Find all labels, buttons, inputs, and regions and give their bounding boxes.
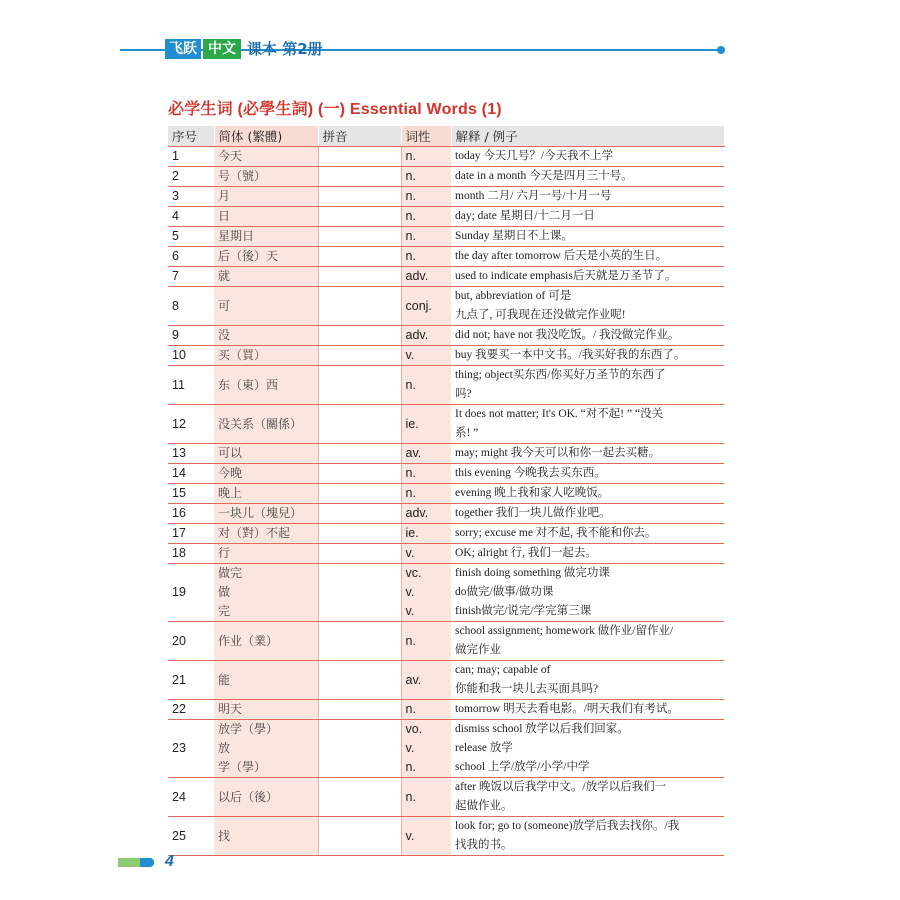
definition-line: school assignment; homework 做作业/留作业/ (455, 625, 674, 637)
part-of-speech: vo. (405, 722, 423, 736)
pinyin-cell (318, 267, 401, 287)
pinyin-cell (318, 700, 401, 720)
definition-line: finish做完/说完/学完第三课 (455, 605, 592, 617)
definition-line: but, abbreviation of 可是 (455, 290, 572, 302)
pinyin-cell (318, 247, 401, 267)
part-of-speech: n. (405, 377, 416, 392)
row-number: 3 (168, 187, 214, 207)
part-of-speech-cell (401, 700, 451, 720)
definition-line: OK; alright 行, 我们一起去。 (455, 547, 597, 559)
row-number: 21 (168, 661, 214, 700)
page-number: 4 (165, 853, 174, 870)
part-of-speech: adv. (405, 269, 429, 283)
word-characters: 作业（業） (218, 633, 279, 648)
definition-line: after 晚饭以后我学中文。/放学以后我们一 (455, 781, 667, 793)
header-book-title: 课本 第2册 (247, 40, 323, 58)
pinyin-cell (318, 524, 401, 544)
definition-line: 起做作业。 (455, 800, 513, 812)
table-row (168, 366, 724, 405)
part-of-speech: n. (405, 486, 416, 500)
part-of-speech: n. (405, 209, 416, 223)
pinyin-cell (318, 622, 401, 661)
characters-cell (214, 247, 318, 267)
part-of-speech: n. (405, 249, 416, 263)
characters-cell (214, 524, 318, 544)
word-characters: 没关系（關係） (218, 416, 303, 431)
row-number: 7 (168, 267, 214, 287)
definition-line: 吗? (455, 388, 472, 400)
table-row (168, 187, 724, 207)
row-number: 6 (168, 247, 214, 267)
part-of-speech-cell (401, 366, 451, 405)
definition-cell (451, 661, 724, 700)
row-number: 1 (168, 147, 214, 167)
pinyin-cell (318, 346, 401, 366)
characters-cell (214, 504, 318, 524)
row-number: 18 (168, 544, 214, 564)
part-of-speech-cell (401, 247, 451, 267)
header-subject: 中文 (203, 39, 241, 59)
definition-cell (451, 464, 724, 484)
word-characters: 明天 (218, 702, 243, 716)
word-characters: 星期日 (218, 229, 255, 243)
definition-line: the day after tomorrow 后天是小英的生日。 (455, 250, 668, 262)
pinyin-cell (318, 464, 401, 484)
word-characters: 行 (218, 546, 231, 560)
table-header-row (168, 126, 724, 147)
table-row (168, 817, 724, 856)
pinyin-cell (318, 187, 401, 207)
pinyin-cell (318, 207, 401, 227)
pinyin-cell (318, 484, 401, 504)
definition-line: evening 晚上我和家人吃晚饭。 (455, 487, 610, 499)
word-characters: 一块儿（塊兒） (218, 506, 303, 520)
word-characters: 对（對）不起 (218, 526, 291, 540)
table-body (168, 147, 724, 856)
table-row (168, 622, 724, 661)
word-characters: 没 (218, 328, 231, 342)
row-number: 8 (168, 287, 214, 326)
table-row (168, 661, 724, 700)
part-of-speech: n. (405, 633, 416, 648)
pinyin-cell (318, 778, 401, 817)
part-of-speech: av. (405, 446, 422, 460)
part-of-speech-cell (401, 405, 451, 444)
characters-cell (214, 700, 318, 720)
definition-cell (451, 366, 724, 405)
table-row (168, 247, 724, 267)
definition-cell (451, 444, 724, 464)
word-characters: 买（買） (218, 348, 267, 362)
row-number: 25 (168, 817, 214, 856)
definition-cell (451, 484, 724, 504)
definition-cell (451, 227, 724, 247)
part-of-speech: adv. (405, 328, 429, 342)
table-row (168, 544, 724, 564)
definition-cell (451, 187, 724, 207)
definition-line: finish doing something 做完功课 (455, 567, 610, 579)
characters-cell (214, 564, 318, 622)
part-of-speech-cell (401, 326, 451, 346)
characters-cell (214, 227, 318, 247)
definition-cell (451, 544, 724, 564)
pinyin-cell (318, 444, 401, 464)
word-characters: 做完 (218, 566, 243, 580)
table-row (168, 287, 724, 326)
word-characters: 放学（學） (218, 722, 279, 736)
part-of-speech-cell (401, 504, 451, 524)
pinyin-cell (318, 661, 401, 700)
characters-cell (214, 267, 318, 287)
row-number: 14 (168, 464, 214, 484)
definition-cell (451, 267, 724, 287)
header-brand: 飞跃 (165, 39, 201, 59)
pinyin-cell (318, 287, 401, 326)
header-rule-dot (717, 46, 725, 54)
word-characters: 后（後）天 (218, 249, 279, 263)
row-number: 20 (168, 622, 214, 661)
part-of-speech-cell (401, 661, 451, 700)
table-row (168, 464, 724, 484)
definition-line: 你能和我一块儿去买面具吗? (455, 683, 599, 695)
part-of-speech: n. (405, 702, 416, 716)
definition-cell (451, 207, 724, 227)
definition-cell (451, 524, 724, 544)
part-of-speech-cell (401, 484, 451, 504)
definition-line: school 上学/放学/小学/中学 (455, 761, 590, 773)
word-characters: 能 (218, 672, 231, 687)
table-row (168, 227, 724, 247)
word-characters: 月 (218, 189, 231, 203)
pinyin-cell (318, 544, 401, 564)
definition-line: can; may; capable of (455, 664, 551, 676)
part-of-speech: n. (405, 760, 416, 774)
definition-cell (451, 247, 724, 267)
definition-cell (451, 817, 724, 856)
definition-line: do做完/做事/做功课 (455, 586, 554, 598)
characters-cell (214, 661, 318, 700)
part-of-speech: n. (405, 229, 416, 243)
characters-cell (214, 405, 318, 444)
characters-cell (214, 817, 318, 856)
definition-line: tomorrow 明天去看电影。/明天我们有考试。 (455, 703, 679, 715)
definition-line: date in a month 今天是四月三十号。 (455, 170, 633, 182)
col-header-part-of-speech: 词性 (401, 126, 451, 147)
row-number: 13 (168, 444, 214, 464)
characters-cell (214, 287, 318, 326)
table-row (168, 564, 724, 622)
part-of-speech: av. (405, 672, 422, 687)
word-characters: 晚上 (218, 486, 243, 500)
table-row (168, 207, 724, 227)
word-characters: 可以 (218, 446, 243, 460)
section-title: 必学生词 (必學生詞) (一) Essential Words (1) (168, 101, 502, 118)
part-of-speech: n. (405, 149, 416, 163)
characters-cell (214, 147, 318, 167)
pinyin-cell (318, 366, 401, 405)
row-number: 5 (168, 227, 214, 247)
part-of-speech-cell (401, 622, 451, 661)
part-of-speech-cell (401, 444, 451, 464)
part-of-speech: vc. (405, 566, 422, 580)
definition-line: buy 我要买一本中文书。/我买好我的东西了。 (455, 349, 686, 361)
word-characters: 完 (218, 604, 231, 618)
definition-cell (451, 167, 724, 187)
pinyin-cell (318, 405, 401, 444)
row-number: 22 (168, 700, 214, 720)
word-characters: 就 (218, 269, 231, 283)
characters-cell (214, 778, 318, 817)
row-number: 4 (168, 207, 214, 227)
part-of-speech-cell (401, 346, 451, 366)
part-of-speech-cell (401, 167, 451, 187)
definition-line: dismiss school 放学以后我们回家。 (455, 723, 629, 735)
part-of-speech-cell (401, 147, 451, 167)
word-characters: 放 (218, 741, 231, 755)
part-of-speech-cell (401, 464, 451, 484)
definition-line: 做完作业 (455, 644, 501, 656)
part-of-speech: ie. (405, 526, 419, 540)
col-header-definition: 解释 / 例子 (451, 126, 724, 147)
definition-line: It does not matter; It's OK. “对不起! ” “没关 (455, 408, 664, 420)
characters-cell (214, 366, 318, 405)
definition-cell (451, 346, 724, 366)
word-characters: 学（學） (218, 760, 267, 774)
part-of-speech-cell (401, 564, 451, 622)
part-of-speech: n. (405, 169, 416, 183)
characters-cell (214, 167, 318, 187)
footer-bar-green (118, 858, 140, 867)
row-number: 2 (168, 167, 214, 187)
word-characters: 号（號） (218, 169, 267, 183)
characters-cell (214, 346, 318, 366)
word-characters: 日 (218, 209, 231, 223)
table-row (168, 444, 724, 464)
table-row (168, 326, 724, 346)
row-number: 23 (168, 720, 214, 778)
definition-line: sorry; excuse me 对不起, 我不能和你去。 (455, 527, 657, 539)
definition-line: together 我们一块儿做作业吧。 (455, 507, 611, 519)
table-row (168, 167, 724, 187)
pinyin-cell (318, 167, 401, 187)
definition-line: month 二月/ 六月一号/十月一号 (455, 190, 612, 202)
definition-cell (451, 622, 724, 661)
definition-cell (451, 778, 724, 817)
row-number: 15 (168, 484, 214, 504)
table-row (168, 524, 724, 544)
definition-line: did not; have not 我没吃饭。/ 我没做完作业。 (455, 329, 680, 341)
characters-cell (214, 544, 318, 564)
definition-line: used to indicate emphasis后天就是万圣节了。 (455, 270, 677, 282)
table-row (168, 700, 724, 720)
table-row (168, 504, 724, 524)
part-of-speech-cell (401, 720, 451, 778)
part-of-speech-cell (401, 817, 451, 856)
table-row (168, 267, 724, 287)
row-number: 12 (168, 405, 214, 444)
definition-line: day; date 星期日/十二月一日 (455, 210, 595, 222)
characters-cell (214, 444, 318, 464)
part-of-speech-cell (401, 227, 451, 247)
part-of-speech-cell (401, 544, 451, 564)
part-of-speech: v. (405, 585, 415, 599)
part-of-speech-cell (401, 778, 451, 817)
definition-cell (451, 287, 724, 326)
footer-bar-blue (140, 858, 154, 867)
definition-line: 找我的书。 (455, 839, 513, 851)
pinyin-cell (318, 817, 401, 856)
characters-cell (214, 622, 318, 661)
part-of-speech-cell (401, 207, 451, 227)
col-header-characters: 简体 (繁體) (214, 126, 318, 147)
characters-cell (214, 464, 318, 484)
part-of-speech: conj. (405, 298, 432, 313)
pinyin-cell (318, 326, 401, 346)
word-characters: 可 (218, 298, 231, 313)
definition-cell (451, 720, 724, 778)
part-of-speech: v. (405, 741, 415, 755)
part-of-speech: ie. (405, 416, 419, 431)
pinyin-cell (318, 720, 401, 778)
definition-line: 九点了, 可我现在还没做完作业呢! (455, 309, 626, 321)
characters-cell (214, 326, 318, 346)
part-of-speech: adv. (405, 506, 429, 520)
row-number: 24 (168, 778, 214, 817)
definition-cell (451, 700, 724, 720)
row-number: 9 (168, 326, 214, 346)
definition-line: today 今天几号？/今天我不上学 (455, 150, 614, 162)
table-row (168, 720, 724, 778)
part-of-speech-cell (401, 287, 451, 326)
word-characters: 做 (218, 585, 231, 599)
definition-cell (451, 326, 724, 346)
definition-line: look for; go to (someone)放学后我去找你。/我 (455, 820, 680, 832)
definition-line: may; might 我今天可以和你一起去买糖。 (455, 447, 661, 459)
row-number: 17 (168, 524, 214, 544)
vocabulary-table (168, 126, 725, 856)
part-of-speech-cell (401, 267, 451, 287)
part-of-speech: v. (405, 828, 415, 843)
col-header-number: 序号 (168, 126, 214, 147)
part-of-speech: n. (405, 789, 416, 804)
table-row (168, 405, 724, 444)
definition-line: thing; object买东西/你买好万圣节的东西了 (455, 369, 666, 381)
part-of-speech: v. (405, 348, 415, 362)
word-characters: 以后（後） (218, 789, 279, 804)
pinyin-cell (318, 227, 401, 247)
part-of-speech: v. (405, 604, 415, 618)
definition-line: release 放学 (455, 742, 513, 754)
col-header-pinyin: 拼音 (318, 126, 401, 147)
part-of-speech: n. (405, 189, 416, 203)
table-row (168, 346, 724, 366)
table-row (168, 147, 724, 167)
part-of-speech-cell (401, 524, 451, 544)
table-row (168, 484, 724, 504)
definition-line: Sunday 星期日不上课。 (455, 230, 573, 242)
definition-line: 系! ” (455, 427, 479, 439)
row-number: 16 (168, 504, 214, 524)
table-row (168, 778, 724, 817)
part-of-speech: v. (405, 546, 415, 560)
row-number: 19 (168, 564, 214, 622)
word-characters: 找 (218, 828, 231, 843)
pinyin-cell (318, 147, 401, 167)
characters-cell (214, 720, 318, 778)
word-characters: 今天 (218, 149, 243, 163)
definition-cell (451, 405, 724, 444)
word-characters: 今晚 (218, 466, 243, 480)
definition-cell (451, 504, 724, 524)
part-of-speech-cell (401, 187, 451, 207)
characters-cell (214, 187, 318, 207)
row-number: 10 (168, 346, 214, 366)
word-characters: 东（東）西 (218, 377, 279, 392)
definition-cell (451, 147, 724, 167)
definition-line: this evening 今晚我去买东西。 (455, 467, 606, 479)
part-of-speech: n. (405, 466, 416, 480)
characters-cell (214, 484, 318, 504)
pinyin-cell (318, 504, 401, 524)
row-number: 11 (168, 366, 214, 405)
definition-cell (451, 564, 724, 622)
characters-cell (214, 207, 318, 227)
pinyin-cell (318, 564, 401, 622)
